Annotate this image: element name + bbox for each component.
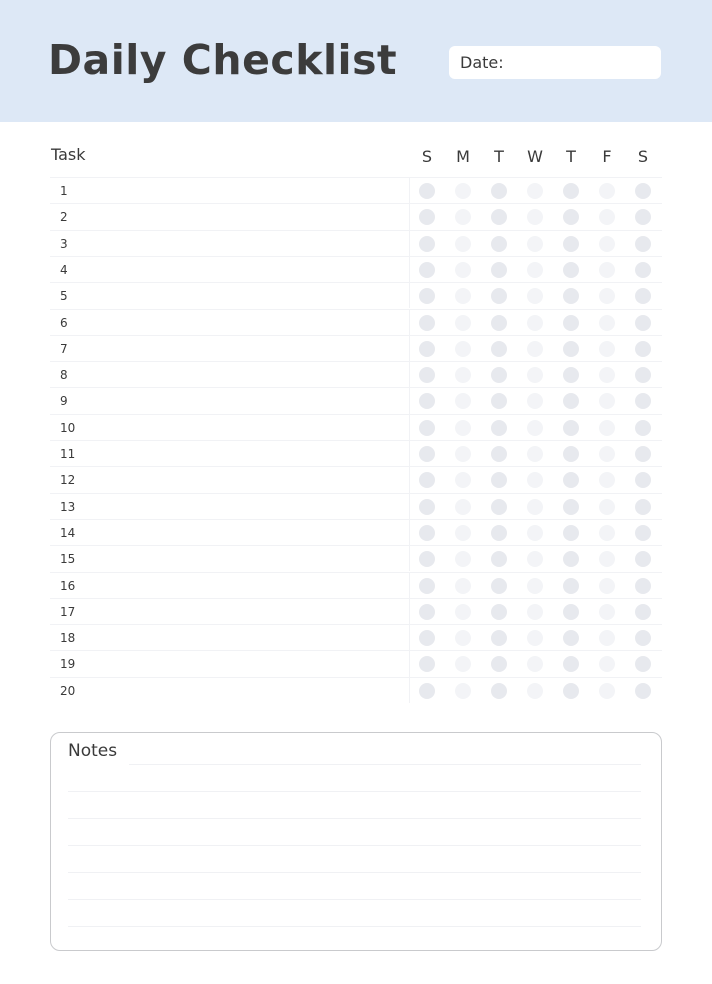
row-number: 16 (60, 578, 76, 593)
day-checkbox[interactable] (527, 499, 543, 515)
day-header: W (527, 147, 543, 166)
notes-label: Notes (68, 741, 118, 761)
column-divider (409, 310, 410, 335)
table-row (50, 545, 662, 571)
day-checkbox[interactable] (563, 209, 579, 225)
day-checkbox[interactable] (563, 472, 579, 488)
day-checkbox[interactable] (599, 367, 615, 383)
column-divider (409, 651, 410, 676)
column-divider (409, 388, 410, 413)
day-header: S (421, 147, 433, 166)
day-checkbox[interactable] (527, 630, 543, 646)
row-number: 20 (60, 683, 76, 698)
row-number: 11 (60, 447, 76, 461)
day-checkbox[interactable] (419, 578, 435, 594)
day-checkbox[interactable] (455, 472, 471, 488)
day-checkbox[interactable] (419, 288, 435, 304)
row-number: 18 (60, 631, 76, 646)
notes-ruled-line (68, 791, 641, 792)
day-checkbox[interactable] (563, 683, 579, 699)
day-checkbox[interactable] (563, 183, 579, 199)
day-checkbox[interactable] (635, 209, 651, 225)
table-row (50, 624, 662, 650)
day-checkbox[interactable] (455, 183, 471, 199)
day-checkbox[interactable] (527, 551, 543, 567)
notes-ruled-line (68, 926, 641, 927)
day-checkbox[interactable] (419, 393, 435, 409)
day-checkbox[interactable] (491, 393, 507, 409)
table-row (50, 387, 662, 413)
day-header: M (456, 147, 470, 166)
row-number: 5 (60, 289, 68, 304)
table-row (50, 493, 662, 519)
day-checkbox[interactable] (563, 262, 579, 278)
header-band (0, 0, 712, 122)
day-checkbox[interactable] (635, 236, 651, 252)
day-checkbox[interactable] (635, 367, 651, 383)
day-checkbox[interactable] (563, 288, 579, 304)
day-checkbox[interactable] (599, 551, 615, 567)
day-checkbox[interactable] (527, 420, 543, 436)
day-checkbox[interactable] (599, 525, 615, 541)
day-header: T (494, 147, 504, 166)
task-entry-field[interactable] (84, 573, 410, 598)
table-row (50, 361, 662, 387)
date-field[interactable] (449, 46, 661, 79)
task-entry-field[interactable] (84, 178, 410, 203)
row-number: 9 (60, 394, 68, 409)
day-checkbox[interactable] (491, 236, 507, 252)
day-checkbox[interactable] (635, 393, 651, 409)
day-checkbox[interactable] (419, 604, 435, 620)
day-checkbox[interactable] (491, 604, 507, 620)
row-number: 7 (60, 341, 68, 356)
day-checkbox[interactable] (491, 262, 507, 278)
task-entry-field[interactable] (84, 678, 410, 703)
day-checkbox[interactable] (635, 446, 651, 462)
row-number: 2 (60, 210, 68, 225)
day-checkbox[interactable] (599, 578, 615, 594)
task-entry-field[interactable] (84, 362, 410, 387)
task-entry-field[interactable] (84, 441, 410, 466)
day-checkbox[interactable] (635, 578, 651, 594)
day-checkbox[interactable] (419, 630, 435, 646)
notes-ruled-line (129, 764, 641, 765)
day-checkbox[interactable] (599, 472, 615, 488)
day-checkbox[interactable] (491, 472, 507, 488)
task-entry-field[interactable] (84, 204, 410, 229)
row-number: 15 (60, 552, 76, 567)
day-checkbox[interactable] (455, 578, 471, 594)
day-checkbox[interactable] (527, 315, 543, 331)
day-checkbox[interactable] (491, 315, 507, 331)
column-divider (409, 599, 410, 624)
day-checkbox[interactable] (491, 209, 507, 225)
task-entry-field[interactable] (84, 415, 410, 440)
day-checkbox[interactable] (527, 446, 543, 462)
day-checkbox[interactable] (563, 525, 579, 541)
day-checkbox[interactable] (455, 551, 471, 567)
day-checkbox[interactable] (527, 525, 543, 541)
day-checkbox[interactable] (455, 367, 471, 383)
day-checkbox[interactable] (635, 630, 651, 646)
day-checkbox[interactable] (599, 683, 615, 699)
table-row (50, 572, 662, 598)
column-divider (409, 336, 410, 361)
table-row (50, 440, 662, 466)
day-checkbox[interactable] (527, 209, 543, 225)
day-checkbox[interactable] (419, 209, 435, 225)
day-checkbox[interactable] (563, 604, 579, 620)
task-entry-field[interactable] (84, 520, 410, 545)
notes-ruled-line (68, 872, 641, 873)
column-divider (409, 467, 410, 492)
day-checkbox[interactable] (455, 656, 471, 672)
day-checkbox[interactable] (599, 183, 615, 199)
table-row (50, 309, 662, 335)
task-entry-field[interactable] (84, 257, 410, 282)
day-checkbox[interactable] (491, 499, 507, 515)
day-header: T (566, 147, 576, 166)
day-checkbox[interactable] (563, 656, 579, 672)
day-checkbox[interactable] (527, 472, 543, 488)
day-checkbox[interactable] (491, 341, 507, 357)
row-number: 4 (60, 262, 68, 277)
task-entry-field[interactable] (84, 231, 410, 256)
day-checkbox[interactable] (455, 288, 471, 304)
day-checkbox[interactable] (563, 446, 579, 462)
column-divider (409, 415, 410, 440)
table-row (50, 282, 662, 308)
day-checkbox[interactable] (419, 656, 435, 672)
day-checkbox[interactable] (599, 262, 615, 278)
day-checkbox[interactable] (455, 262, 471, 278)
day-checkbox[interactable] (527, 367, 543, 383)
task-column-heading: Task (51, 145, 86, 164)
day-checkbox[interactable] (635, 262, 651, 278)
day-checkbox[interactable] (599, 604, 615, 620)
day-checkbox[interactable] (455, 499, 471, 515)
day-checkbox[interactable] (527, 236, 543, 252)
day-checkbox[interactable] (527, 393, 543, 409)
column-divider (409, 178, 410, 203)
day-checkbox[interactable] (635, 551, 651, 567)
day-checkbox[interactable] (635, 420, 651, 436)
day-checkbox[interactable] (599, 236, 615, 252)
column-divider (409, 204, 410, 229)
day-checkbox[interactable] (599, 630, 615, 646)
day-checkbox[interactable] (635, 183, 651, 199)
row-number: 8 (60, 368, 68, 383)
day-header: S (637, 147, 649, 166)
row-number: 3 (60, 236, 68, 251)
task-entry-field[interactable] (84, 625, 410, 650)
day-checkbox[interactable] (527, 341, 543, 357)
day-checkbox[interactable] (419, 420, 435, 436)
day-checkbox[interactable] (635, 315, 651, 331)
column-divider (409, 625, 410, 650)
task-entry-field[interactable] (84, 651, 410, 676)
column-divider (409, 257, 410, 282)
day-checkbox[interactable] (455, 446, 471, 462)
day-checkbox[interactable] (599, 288, 615, 304)
day-checkbox[interactable] (563, 551, 579, 567)
day-checkbox[interactable] (419, 683, 435, 699)
day-checkbox[interactable] (455, 236, 471, 252)
day-checkbox[interactable] (527, 262, 543, 278)
day-checkbox[interactable] (563, 630, 579, 646)
day-checkbox[interactable] (491, 525, 507, 541)
day-checkbox[interactable] (527, 578, 543, 594)
day-checkbox[interactable] (599, 420, 615, 436)
day-checkbox[interactable] (491, 446, 507, 462)
table-row (50, 177, 662, 203)
task-entry-field[interactable] (84, 494, 410, 519)
notes-ruled-line (68, 845, 641, 846)
day-checkbox[interactable] (527, 183, 543, 199)
day-checkbox[interactable] (491, 683, 507, 699)
page-title: Daily Checklist (48, 36, 398, 84)
column-divider (409, 441, 410, 466)
day-checkbox[interactable] (599, 499, 615, 515)
day-checkbox[interactable] (455, 393, 471, 409)
day-checkbox[interactable] (419, 499, 435, 515)
day-checkbox[interactable] (599, 656, 615, 672)
row-number: 13 (60, 499, 76, 514)
day-checkbox[interactable] (563, 315, 579, 331)
table-row (50, 256, 662, 282)
row-number: 10 (60, 420, 76, 435)
day-checkbox[interactable] (455, 209, 471, 225)
day-checkbox[interactable] (455, 525, 471, 541)
day-checkbox[interactable] (419, 472, 435, 488)
table-row (50, 677, 662, 703)
task-entry-field[interactable] (84, 336, 410, 361)
row-number: 19 (60, 657, 76, 672)
day-checkbox[interactable] (419, 341, 435, 357)
day-header: F (602, 147, 612, 166)
column-divider (409, 546, 410, 571)
day-checkbox[interactable] (599, 315, 615, 331)
day-checkbox[interactable] (419, 262, 435, 278)
task-entry-field[interactable] (84, 467, 410, 492)
day-checkbox[interactable] (527, 656, 543, 672)
table-row (50, 650, 662, 676)
notes-ruled-line (68, 818, 641, 819)
day-checkbox[interactable] (527, 288, 543, 304)
day-checkbox[interactable] (563, 236, 579, 252)
column-divider (409, 573, 410, 598)
table-row (50, 466, 662, 492)
day-checkbox[interactable] (635, 525, 651, 541)
day-checkbox[interactable] (419, 367, 435, 383)
day-checkbox[interactable] (599, 341, 615, 357)
day-checkbox[interactable] (563, 578, 579, 594)
day-checkbox[interactable] (635, 288, 651, 304)
notes-ruled-line (68, 899, 641, 900)
day-checkbox[interactable] (455, 315, 471, 331)
row-number: 1 (60, 184, 68, 198)
day-checkbox[interactable] (491, 578, 507, 594)
column-divider (409, 494, 410, 519)
day-checkbox[interactable] (599, 393, 615, 409)
column-divider (409, 678, 410, 703)
column-divider (409, 283, 410, 308)
day-checkbox[interactable] (419, 446, 435, 462)
column-divider (409, 362, 410, 387)
day-checkbox[interactable] (491, 551, 507, 567)
day-checkbox[interactable] (419, 551, 435, 567)
table-row (50, 335, 662, 361)
day-checkbox[interactable] (419, 236, 435, 252)
day-checkbox[interactable] (563, 393, 579, 409)
day-checkbox[interactable] (455, 341, 471, 357)
day-checkbox[interactable] (635, 656, 651, 672)
table-row (50, 414, 662, 440)
day-checkbox[interactable] (491, 420, 507, 436)
day-checkbox[interactable] (635, 683, 651, 699)
day-checkbox[interactable] (491, 367, 507, 383)
day-checkbox[interactable] (455, 683, 471, 699)
day-checkbox[interactable] (563, 499, 579, 515)
task-entry-field[interactable] (84, 310, 410, 335)
day-checkbox[interactable] (419, 183, 435, 199)
day-checkbox[interactable] (419, 315, 435, 331)
table-row (50, 519, 662, 545)
table-row (50, 203, 662, 229)
day-checkbox[interactable] (599, 446, 615, 462)
column-divider (409, 231, 410, 256)
task-entry-field[interactable] (84, 599, 410, 624)
table-row (50, 230, 662, 256)
row-number: 12 (60, 473, 76, 488)
column-divider (409, 520, 410, 545)
row-number: 6 (60, 315, 68, 330)
task-entry-field[interactable] (84, 388, 410, 413)
day-checkbox[interactable] (455, 420, 471, 436)
day-checkbox[interactable] (635, 472, 651, 488)
day-checkbox[interactable] (527, 683, 543, 699)
day-checkbox[interactable] (599, 209, 615, 225)
day-checkbox[interactable] (563, 420, 579, 436)
day-checkbox[interactable] (635, 499, 651, 515)
day-checkbox[interactable] (635, 604, 651, 620)
day-checkbox[interactable] (491, 183, 507, 199)
day-checkbox[interactable] (491, 656, 507, 672)
row-number: 14 (60, 525, 76, 540)
day-checkbox[interactable] (563, 341, 579, 357)
row-number: 17 (60, 604, 76, 619)
day-checkbox[interactable] (455, 630, 471, 646)
day-checkbox[interactable] (527, 604, 543, 620)
day-checkbox[interactable] (563, 367, 579, 383)
day-checkbox[interactable] (635, 341, 651, 357)
day-checkbox[interactable] (455, 604, 471, 620)
day-checkbox[interactable] (419, 525, 435, 541)
task-entry-field[interactable] (84, 283, 410, 308)
task-entry-field[interactable] (84, 546, 410, 571)
date-label: Date: (460, 53, 504, 72)
table-row (50, 598, 662, 624)
day-checkbox[interactable] (491, 288, 507, 304)
day-checkbox[interactable] (491, 630, 507, 646)
notes-box[interactable] (50, 732, 662, 951)
